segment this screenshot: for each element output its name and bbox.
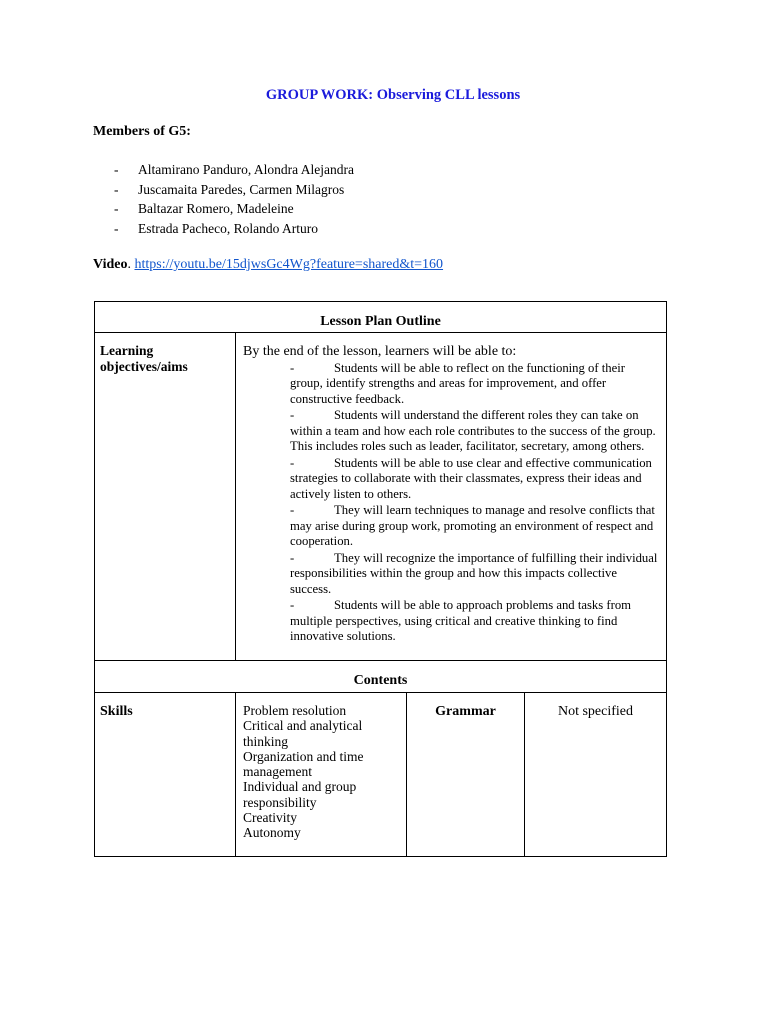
members-list: [93, 160, 354, 239]
table-row-objectives: [95, 333, 666, 661]
list-item: [290, 408, 660, 454]
objectives-list: [243, 361, 660, 644]
skill-item: Critical and analytical thinking: [243, 718, 363, 749]
list-marker: -: [290, 503, 295, 518]
list-marker: -: [114, 181, 119, 197]
skill-item: Autonomy: [243, 825, 301, 841]
member-name: Altamirano Panduro, Alondra Alejandra: [138, 162, 354, 177]
skill-item: Problem resolution: [243, 703, 347, 718]
skills-label: Skills: [95, 693, 236, 856]
table-heading: Lesson Plan Outline: [95, 302, 666, 333]
contents-heading: Contents: [95, 661, 666, 693]
objective-text: Students will be able to use clear and effective communication strategies to collaborate with their classmates, express their ideas and actively listen to others.: [290, 455, 652, 501]
objective-text: Students will be able to approach problems and tasks from multiple perspectives, using critical and creative thinking to find innovative solutions.: [290, 598, 632, 644]
objectives-cell: [236, 333, 666, 660]
list-item: [290, 551, 660, 597]
list-item: [93, 160, 354, 180]
objective-text: Students will understand the different roles they can take on within a team and how each role contributes to the success of the group. This includes roles such as leader, facilitator, secretary, among others.: [290, 408, 656, 454]
objectives-label: Learning objectives/aims: [95, 333, 236, 660]
list-marker: -: [114, 221, 119, 237]
video-link[interactable]: https://youtu.be/15djwsGc4Wg?feature=shared&t=160: [134, 257, 444, 272]
skill-item: Creativity: [243, 810, 297, 826]
list-marker: -: [290, 455, 295, 470]
list-marker: -: [114, 162, 119, 177]
objective-text: They will recognize the importance of fulfilling their individual responsibilities within the group and how this impacts collective success.: [290, 550, 658, 596]
lesson-plan-table: [94, 301, 667, 857]
member-name: Estrada Pacheco, Rolando Arturo: [138, 221, 318, 237]
video-line: [93, 257, 443, 273]
video-label: Video: [93, 257, 128, 272]
objective-text: Students will be able to reflect on the functioning of their group, identify strengths and areas for improvement, and offer constructive feedback.: [290, 361, 626, 406]
list-item: [290, 361, 660, 407]
list-marker: -: [114, 201, 119, 217]
table-row-skills: [95, 693, 666, 856]
list-item: [93, 199, 354, 219]
grammar-value: Not specified: [557, 704, 634, 719]
list-item: [93, 180, 354, 200]
objective-text: They will learn techniques to manage and resolve conflicts that may arise during group work, promoting an environment of respect and cooperation.: [290, 503, 655, 549]
page-title: GROUP WORK: Observing CLL lessons: [265, 87, 521, 103]
list-marker: -: [290, 361, 295, 375]
member-name: Baltazar Romero, Madeleine: [138, 201, 294, 217]
video-separator: .: [127, 257, 131, 272]
skill-item: Individual and group responsibility: [243, 779, 357, 810]
member-name: Juscamaita Paredes, Carmen Milagros: [138, 181, 345, 197]
members-heading: Members of G5:: [93, 124, 191, 139]
objectives-intro: By the end of the lesson, learners will be able to:: [243, 344, 517, 359]
list-item: [290, 456, 660, 502]
grammar-label: Grammar: [407, 693, 525, 856]
skill-item: Organization and time management: [243, 748, 364, 780]
list-item: [290, 503, 660, 549]
list-marker: -: [290, 408, 295, 423]
list-item: [290, 598, 660, 644]
list-marker: -: [290, 550, 295, 565]
skills-list: [236, 693, 407, 856]
list-item: [93, 219, 354, 239]
list-marker: -: [290, 598, 295, 613]
